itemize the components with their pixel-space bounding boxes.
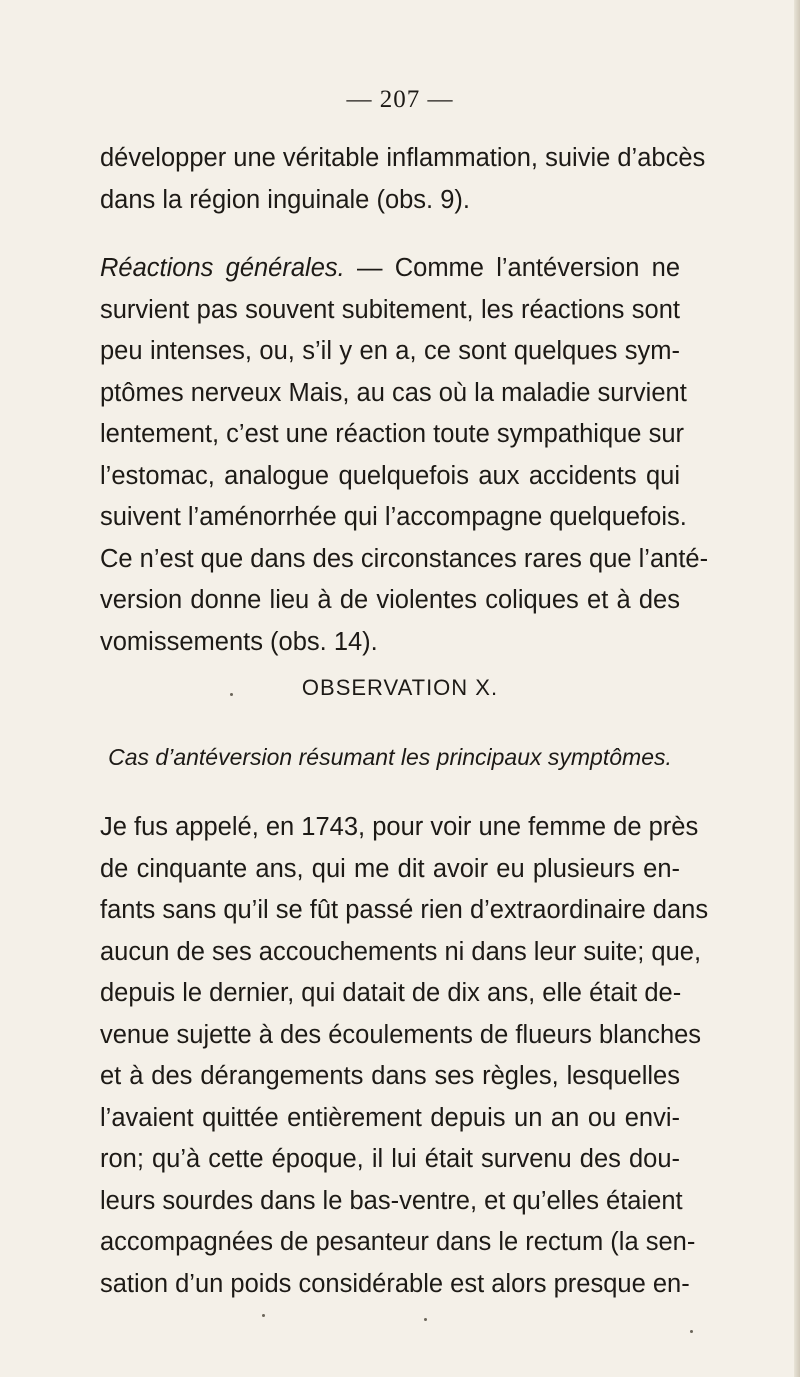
text-line: suivent l’aménorrhée qui l’accompagne quelquefois. (100, 503, 687, 531)
text-line: survient pas souvent subitement, les réactions sont (100, 295, 680, 324)
page-number: — 207 — (346, 86, 454, 113)
text-line: l’estomac, analogue quelquefois aux accidents qui (100, 461, 680, 490)
text-line: l’avaient quittée entièrement depuis un an ou envi- (100, 1103, 680, 1132)
text-line: leurs sourdes dans le bas-ventre, et qu’elles étaient (100, 1186, 683, 1215)
paragraph-2 (100, 248, 709, 663)
text-line: peu intenses, ou, s’il y en a, ce sont quelques sym- (100, 337, 680, 365)
text-line: ptômes nerveux Mais, au cas où la maladie survient (100, 378, 687, 407)
speck (230, 693, 233, 696)
text-line: version donne lieu à de violentes coliques et à des (100, 586, 680, 614)
text-line: sation d’un poids considérable est alors presque en- (100, 1269, 690, 1298)
section-lead-title: Réactions générales. (100, 254, 345, 282)
text-line: aucun de ses accouchements ni dans leur suite; que, (100, 937, 702, 966)
speck (690, 1330, 693, 1333)
speck (262, 1314, 265, 1317)
text-line: fants sans qu’il se fût passé rien d’extraordinaire dans (100, 896, 709, 924)
text-line: depuis le dernier, qui datait de dix ans, elle était de- (100, 979, 682, 1007)
text-line: dans la région inguinale (obs. 9). (100, 185, 470, 214)
paragraph-1 (100, 138, 706, 221)
text-line: de cinquante ans, qui me dit avoir eu plusieurs en- (100, 854, 680, 883)
text-line: lentement, c’est une réaction toute sympathique sur (100, 420, 684, 448)
text-line: venue sujette à des écoulements de flueurs blanches (100, 1020, 702, 1049)
text-line: ron; qu’à cette époque, il lui était survenu des dou- (100, 1145, 680, 1173)
text-line: Ce n’est que dans des circonstances rares que l’anté- (100, 544, 709, 573)
paragraph-3 (100, 807, 709, 1305)
text-line: Je fus appelé, en 1743, pour voir une femme de près (100, 813, 699, 841)
observation-subtitle: Cas d’antéversion résumant les principaux symptômes. (108, 744, 672, 770)
text-line: vomissements (obs. 14). (100, 627, 378, 656)
text-line: développer une véritable inflammation, suivie d’abcès (100, 144, 706, 172)
observation-heading: OBSERVATION X. (301, 675, 499, 700)
text-line: accompagnées de pesanteur dans le rectum (la sen- (100, 1228, 696, 1256)
text-fragment: — Comme l’antéversion ne (344, 254, 681, 282)
speck (424, 1318, 427, 1321)
text-line: et à des dérangements dans ses règles, lesquelles (100, 1062, 680, 1090)
text-line-with-lead (100, 248, 680, 290)
